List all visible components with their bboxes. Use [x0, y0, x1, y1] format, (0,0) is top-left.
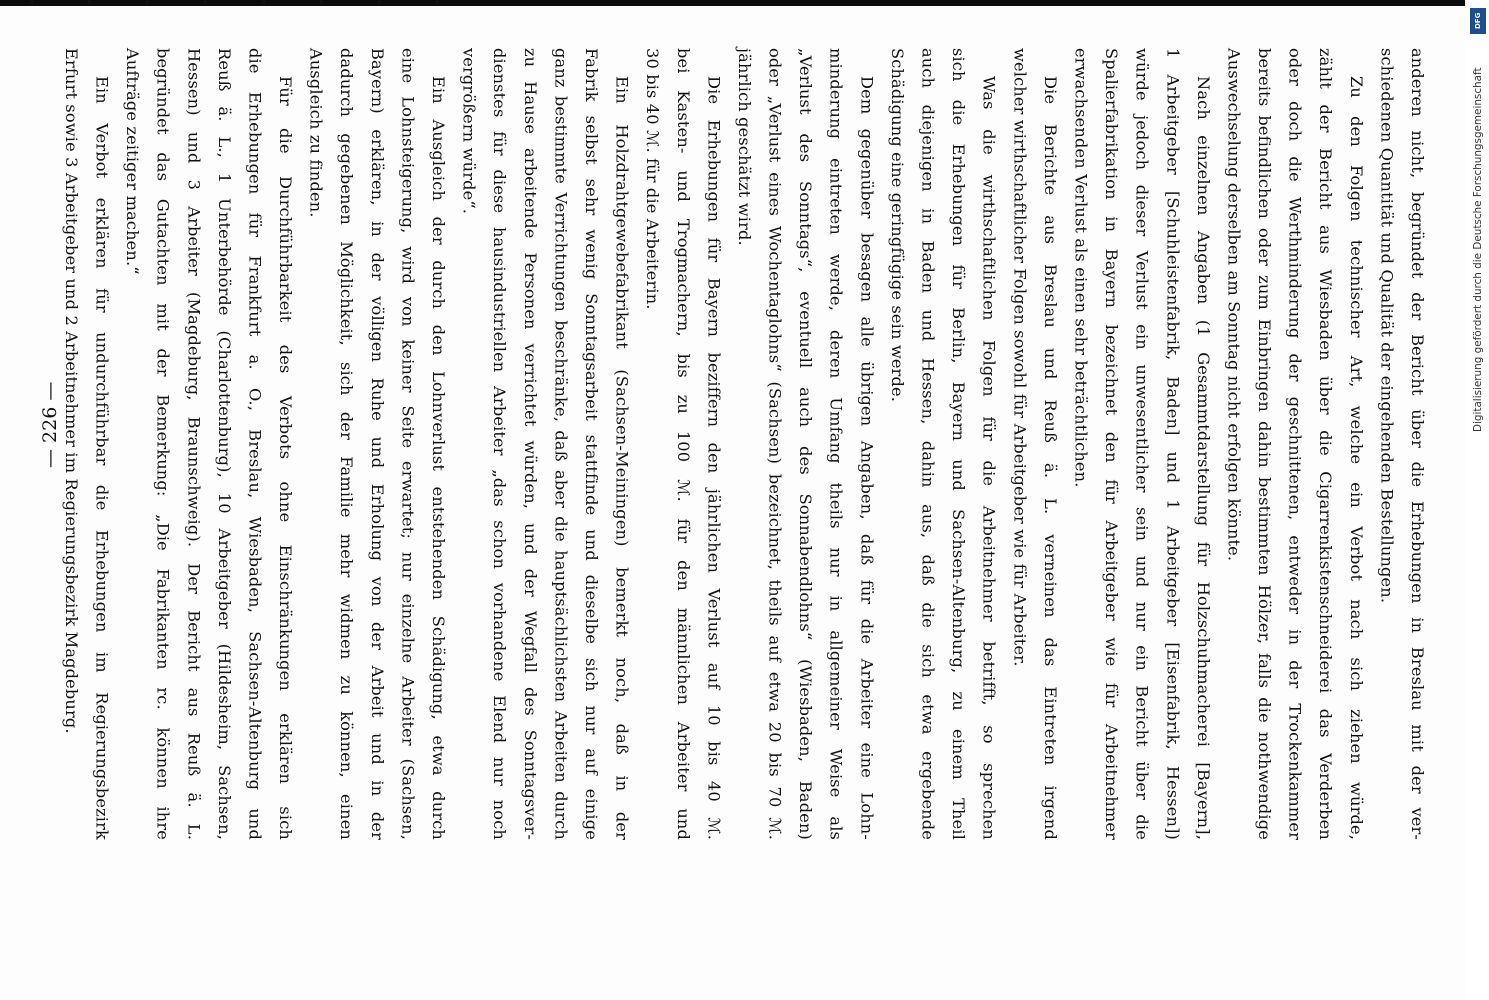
text-line: Dem gegenüber besagen alle übrigen Angaben, daß für die Arbeiter eine Lohn-: [857, 76, 877, 840]
text-line: dienstes für diese hausindustriellen Arbeiter „das schon vorhandene Elend nur noch: [490, 48, 510, 840]
text-line: Nach einzelnen Angaben (1 Gesammtdarstellung für Holzschuhmacherei [Bayern],: [1193, 76, 1213, 840]
text-line: Auswechselung derselben am Sonntag nicht erfolgen könnte.: [1224, 48, 1244, 562]
text-line: Schädigung eine geringfügige sein werde.: [887, 48, 907, 402]
text-line: schiedenen Quantität und Qualität der eingehenden Bestellungen.: [1377, 48, 1397, 604]
scan-edge-specks: [30, 0, 450, 4]
text-line: anderen nicht, begründet der Bericht über die Erhebungen in Breslau mit der ver-: [1408, 48, 1427, 840]
page-number: — 226 —: [39, 381, 61, 469]
text-line: erwachsenden Verlust als einen sehr beträchtlichen.: [1071, 48, 1091, 488]
text-line: würde jedoch dieser Verlust ein unwesentlicher sein und nur ein Bericht über die: [1132, 48, 1152, 840]
text-line: Fabrik selbst sehr wenig Sonntagsarbeit stattfinde und dieselbe sich nur auf einige: [581, 48, 601, 840]
text-line: Aufträge zeitiger machen.“: [123, 48, 143, 275]
body-text: [61, 48, 1432, 840]
text-line: bereits befindlichen oder zum Einbringen dahin bestimmten Hölzer, falls die nothwendige: [1255, 48, 1275, 840]
text-line: oder „Verlust eines Wochentaglohns“ (Sachsen) bezeichnet, theils auf etwa 20 bis 70 ℳ.: [765, 48, 785, 840]
text-line: Spalierfabrikation in Bayern bezeichnet den für Arbeitgeber wie für Arbeitnehmer: [1102, 48, 1122, 840]
text-line: minderung eintreten werde, deren Umfang theils nur in allgemeiner Weise als: [826, 48, 846, 840]
text-line: 1 Arbeitgeber [Schuhleistenfabrik, Baden] und 1 Arbeitgeber [Eisenfabrik, Hessen]): [1163, 48, 1183, 840]
text-line: zu Hause arbeitende Personen verrichtet würden, und der Wegfall des Sonntagsver-: [520, 48, 540, 840]
text-line: Für die Durchführbarkeit des Verbots ohne Einschränkungen erklären sich: [276, 76, 296, 840]
dfg-logo: DFG: [1470, 8, 1486, 34]
text-line: dadurch gegebenen Möglichkeit, sich der Familie mehr widmen zu können, einen: [337, 48, 357, 840]
text-line: oder doch die Werthminderung der geschnittenen, entweder in der Trockenkammer: [1285, 48, 1305, 840]
text-line: Die Erhebungen für Bayern beziffern den jährlichen Verlust auf 10 bis 40 ℳ.: [704, 76, 724, 840]
text-line: welcher wirthschaftlicher Folgen sowohl für Arbeitgeber wie für Arbeiter.: [1010, 48, 1030, 667]
text-line: Was die wirthschaftlichen Folgen für die Arbeitnehmer betrifft, so sprechen: [979, 76, 999, 840]
text-line: „Verlust des Sonntags“, eventuell auch des Sonnabendlohns“ (Wiesbaden, Baden): [796, 48, 816, 840]
text-line: Die Berichte aus Breslau und Reuß ä. L. verneinen das Eintreten irgend: [1040, 76, 1060, 840]
text-line: eine Lohnsteigerung, wird von keiner Seite erwartet; nur einzelne Arbeiter (Sachsen,: [398, 48, 418, 840]
text-line: auch diejenigen in Baden und Hessen, dahin aus, daß die sich etwa ergebende: [918, 48, 938, 840]
text-line: Erfurt sowie 3 Arbeitgeber und 2 Arbeitnehmer im Regierungsbezirk Magdeburg.: [61, 48, 81, 734]
text-line: bei Kasten- und Trogmachern, bis zu 100 ℳ. für den männlichen Arbeiter und: [673, 48, 693, 840]
text-line: die Erhebungen für Frankfurt a. O., Breslau, Wiesbaden, Sachsen-Altenburg und: [245, 48, 265, 840]
text-line: begründet das Gutachten mit der Bemerkung: „Die Fabrikanten rc. können ihre: [153, 48, 173, 840]
text-line: sich die Erhebungen für Berlin, Bayern und Sachsen-Altenburg, zu einem Theil: [949, 48, 969, 840]
text-line: Ein Ausgleich der durch den Lohnverlust entstehenden Schädigung, etwa durch: [429, 76, 448, 840]
text-line: Ein Holzdrahtgewebefabrikant (Sachsen-Meiningen) bemerkt noch, daß in der: [612, 76, 632, 840]
text-line: Reuß ä. L., 1 Unterbehörde (Charlottenburg), 10 Arbeitgeber (Hildesheim, Sachsen,: [214, 48, 234, 840]
text-line: jährlich geschätzt wird.: [734, 48, 754, 246]
dfg-credit-text: Digitalisierung gefördert durch die Deutsche Forschungsgemeinschaft: [1472, 67, 1484, 432]
text-block-container: [61, 48, 1432, 840]
text-line: ganz bestimmte Verrichtungen beschränke, daß aber die hauptsächlichsten Arbeiten durch: [551, 48, 571, 840]
text-line: Ein Verbot erklären für undurchführbar die Erhebungen im Regierungsbezirk: [92, 76, 112, 840]
text-line: vergrößern würde“.: [459, 48, 479, 215]
text-line: Bayern) erklären, in der völligen Ruhe und Erholung von der Arbeit und in der: [367, 48, 387, 840]
text-line: Zu den Folgen technischer Art, welche ein Verbot nach sich ziehen würde,: [1346, 76, 1366, 840]
text-line: Hessen) und 3 Arbeiter (Magdeburg, Braunschweig). Der Bericht aus Reuß ä. L.: [184, 48, 204, 840]
text-line: Ausgleich zu finden.: [306, 48, 326, 218]
text-line: zählt der Bericht aus Wiesbaden über die Cigarrenkistenschneiderei das Verderben: [1316, 48, 1336, 840]
text-line: 30 bis 40 ℳ. für die Arbeiterin.: [643, 48, 663, 310]
